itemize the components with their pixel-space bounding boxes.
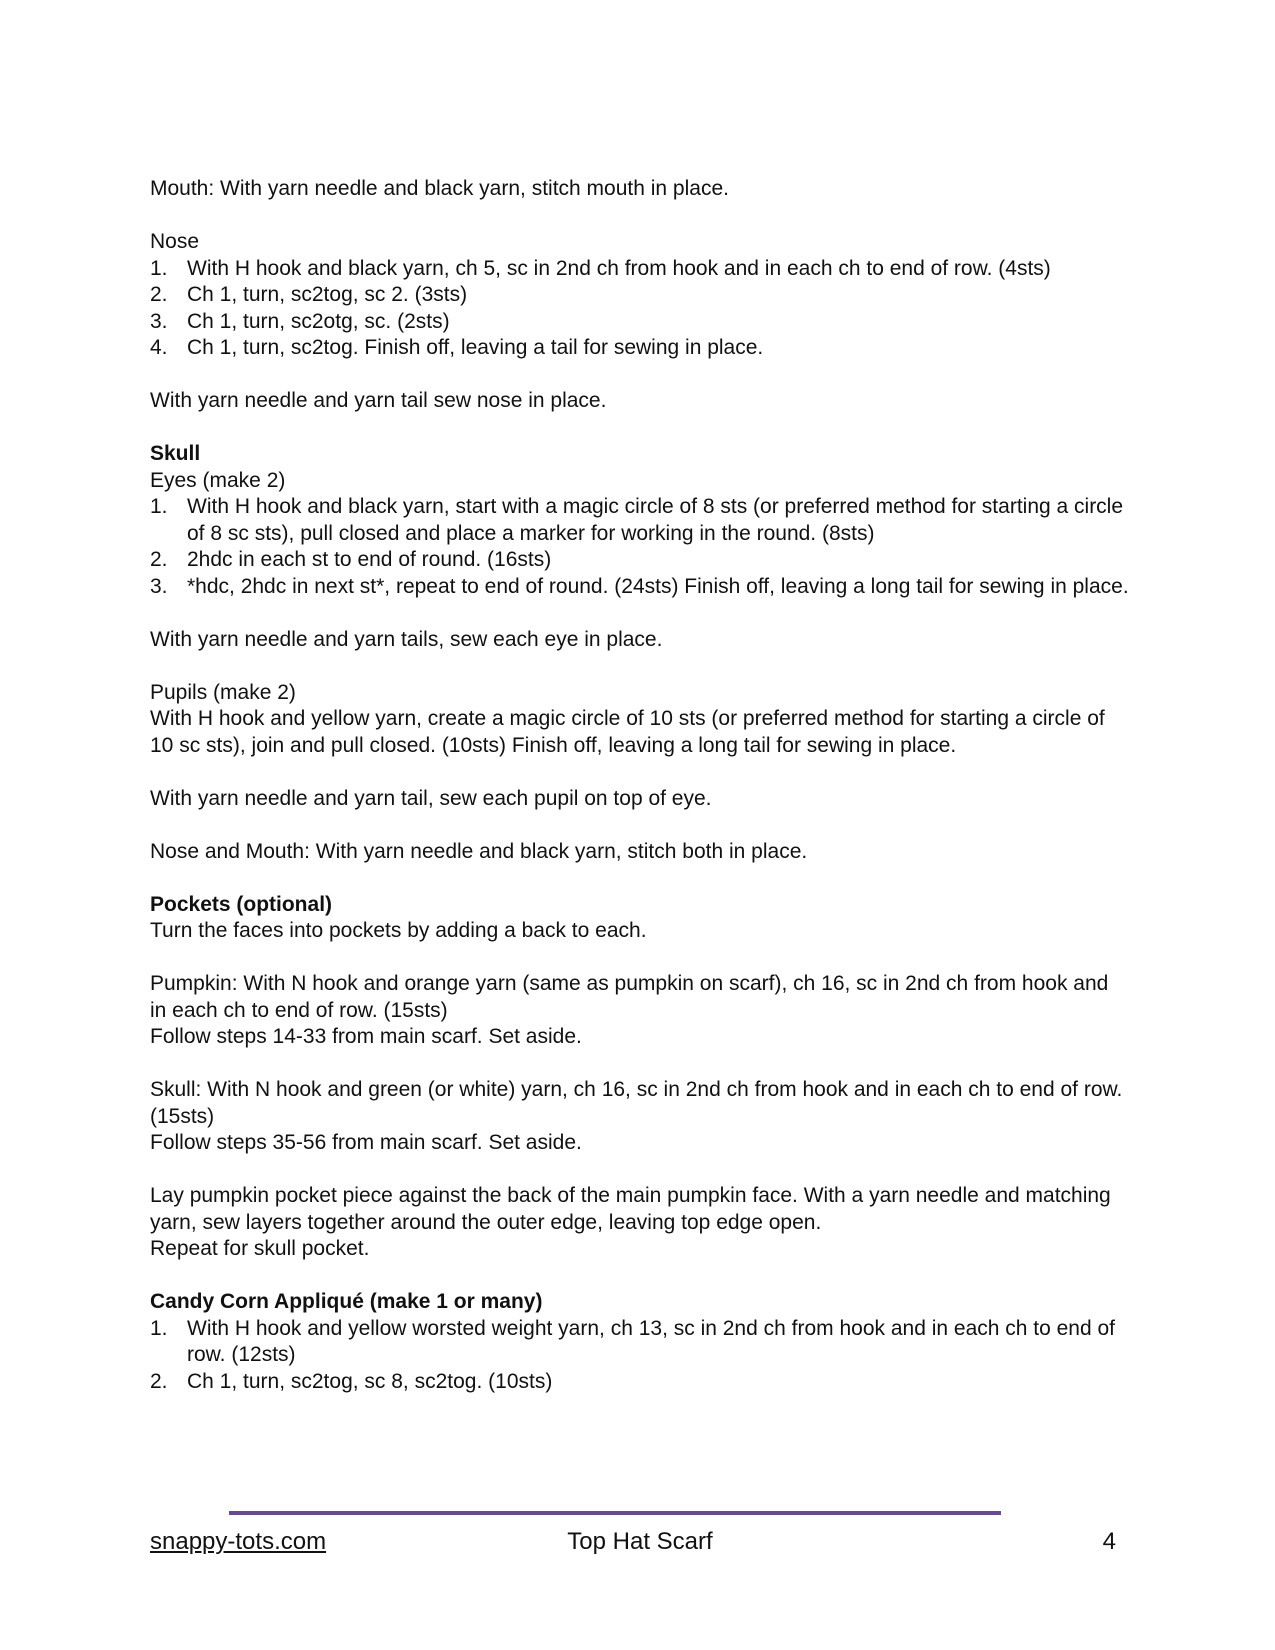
- eyes-steps: [150, 494, 1130, 600]
- pupils-instruction: With H hook and yellow yarn, create a magic circle of 10 sts (or preferred method for starting a circle of 10 sc sts), join and pull closed. (10sts) Finish off, leaving a long tail for sewing in place.: [150, 707, 1105, 757]
- eyes-title: Eyes (make 2): [150, 468, 286, 492]
- list-item: 1. With H hook and yellow worsted weight yarn, ch 13, sc in 2nd ch from hook and in each ch to end of row. (12sts): [150, 1316, 1116, 1366]
- page-number: 4: [1102, 1528, 1116, 1555]
- candy-corn-heading: Candy Corn Appliqué (make 1 or many): [150, 1290, 543, 1313]
- page-content: [150, 176, 1130, 1395]
- nose-steps: [150, 256, 1130, 362]
- pockets-heading: Pockets (optional): [150, 892, 333, 916]
- site-link[interactable]: snappy-tots.com: [150, 1528, 327, 1555]
- assemble-instruction: Lay pumpkin pocket piece against the back of the main pumpkin face. With a yarn needle and matching yarn, sew layers together around the outer edge, leaving top edge open.: [150, 1184, 1111, 1234]
- pupils-title: Pupils (make 2): [150, 680, 296, 704]
- footer-title: Top Hat Scarf: [567, 1528, 713, 1555]
- repeat-instruction: Repeat for skull pocket.: [150, 1237, 370, 1260]
- list-item: 3. Ch 1, turn, sc2otg, sc. (2sts): [150, 309, 450, 333]
- list-item: 4. Ch 1, turn, sc2tog. Finish off, leaving a tail for sewing in place.: [150, 336, 764, 359]
- pumpkin-pocket-instruction: Pumpkin: With N hook and orange yarn (same as pumpkin on scarf), ch 16, sc in 2nd ch from hook and in each ch to end of row. (15sts): [150, 972, 1109, 1022]
- pupils-sew-instruction: With yarn needle and yarn tail, sew each pupil on top of eye.: [150, 786, 712, 810]
- page-footer: [150, 1527, 1130, 1557]
- pumpkin-follow-instruction: Follow steps 14-33 from main scarf. Set aside.: [150, 1025, 582, 1048]
- candy-corn-steps: [150, 1316, 1130, 1396]
- mouth-instruction: Mouth: With yarn needle and black yarn, stitch mouth in place.: [150, 177, 729, 200]
- eyes-sew-instruction: With yarn needle and yarn tails, sew each eye in place.: [150, 627, 663, 651]
- skull-pocket-instruction: Skull: With N hook and green (or white) yarn, ch 16, sc in 2nd ch from hook and in each ch to end of row. (15sts): [150, 1078, 1123, 1128]
- nose-title: Nose: [150, 230, 200, 253]
- list-item: 1. With H hook and black yarn, start with a magic circle of 8 sts (or preferred method for starting a circle of 8 sc sts), pull closed and place a marker for working in the round. (8sts): [150, 495, 1124, 545]
- list-item: 3. *hdc, 2hdc in next st*, repeat to end of round. (24sts) Finish off, leaving a long tail for sewing in place.: [150, 574, 1129, 598]
- list-item: 2. Ch 1, turn, sc2tog, sc 8, sc2tog. (10sts): [150, 1369, 553, 1393]
- nose-sew-instruction: With yarn needle and yarn tail sew nose in place.: [150, 389, 607, 412]
- list-item: 2. 2hdc in each st to end of round. (16sts): [150, 548, 552, 571]
- list-item: 1. With H hook and black yarn, ch 5, sc in 2nd ch from hook and in each ch to end of row. (4sts): [150, 256, 1051, 280]
- list-item: 2. Ch 1, turn, sc2tog, sc 2. (3sts): [150, 283, 468, 306]
- nose-mouth-instruction: Nose and Mouth: With yarn needle and black yarn, stitch both in place.: [150, 839, 808, 863]
- footer-divider: [229, 1511, 1001, 1515]
- pockets-intro: Turn the faces into pockets by adding a back to each.: [150, 919, 647, 942]
- skull-heading: Skull: [150, 442, 201, 465]
- skull-follow-instruction: Follow steps 35-56 from main scarf. Set aside.: [150, 1131, 582, 1154]
